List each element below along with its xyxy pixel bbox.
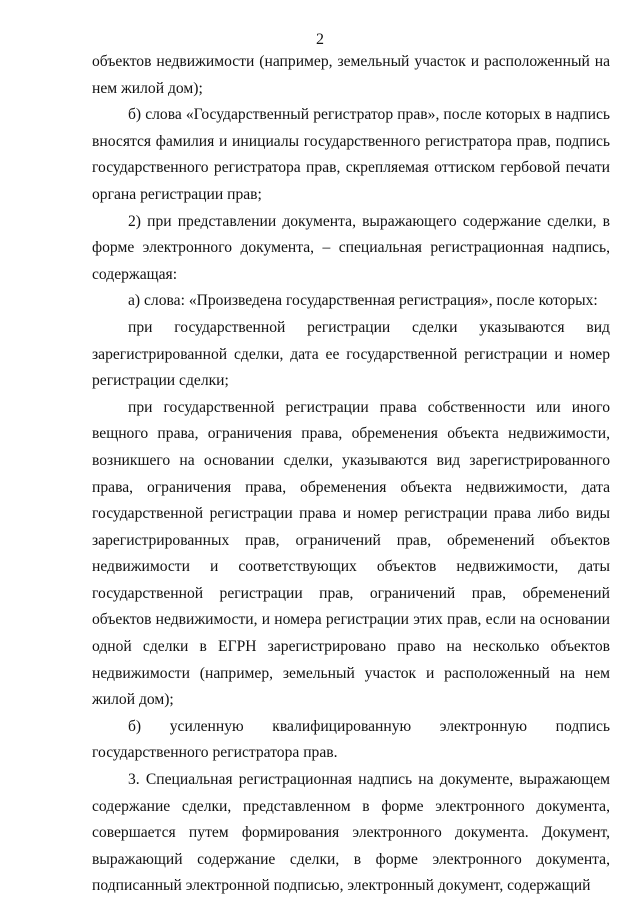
paragraph-item-b-signature: б) усиленную квалифицированную электронную подпись государственного регистратора прав. [92, 717, 610, 762]
paragraph-item-2-electronic: 2) при представлении документа, выражающего содержание сделки, в форме электронного документа, – специальная регистрационная надпись, содержащая: [92, 212, 610, 283]
paragraph-item-3: 3. Специальная регистрационная надпись на документе, выражающем содержание сделки, представленном в форме электронного документа, совершается путем формирования электронного документа. Документ, выражающий содержание сделки, в форме электронного документа, подписанный электронной подписью, электронный документ, содержащий [92, 771, 610, 895]
page-number: 2 [316, 31, 324, 48]
paragraph-deal-registration: при государственной регистрации сделки указываются вид зарегистрированной сделки, дата ее государственной регистрации и номер регистрации сделки; [92, 318, 610, 390]
paragraph-item-a-words: а) слова: «Произведена государственная регистрация», после которых: [128, 292, 598, 310]
paragraph-continuation: объектов недвижимости (например, земельный участок и расположенный на нем жилой дом); [92, 53, 610, 97]
paragraph-item-b-registrar: б) слова «Государственный регистратор прав», после которых в надпись вносятся фамилия и инициалы государственного регистратора прав, подпись государственного регистратора прав, скрепляемая оттиском гербовой печати органа регистрации прав; [92, 106, 610, 203]
paragraph-right-registration: при государственной регистрации права собственности или иного вещного права, ограничения права, обременения объекта недвижимости, возникшего на основании сделки, указываются вид зарегистрированного права, ограничения права, обременения объекта недвижимости, дата государственной регистрации права и номер регистрации права либо виды зарегистрированных прав, ограничений прав, обременений объектов недвижимости и соответствующих объектов недвижимости, даты государственной регистрации прав, ограничений прав, обременений объектов недвижимости, и номера регистрации этих прав, если на основании одной сделки в ЕГРН зарегистрировано право на несколько объектов недвижимости (например, земельный участок и расположенный на нем жилой дом); [92, 398, 610, 709]
document-body [92, 49, 610, 900]
